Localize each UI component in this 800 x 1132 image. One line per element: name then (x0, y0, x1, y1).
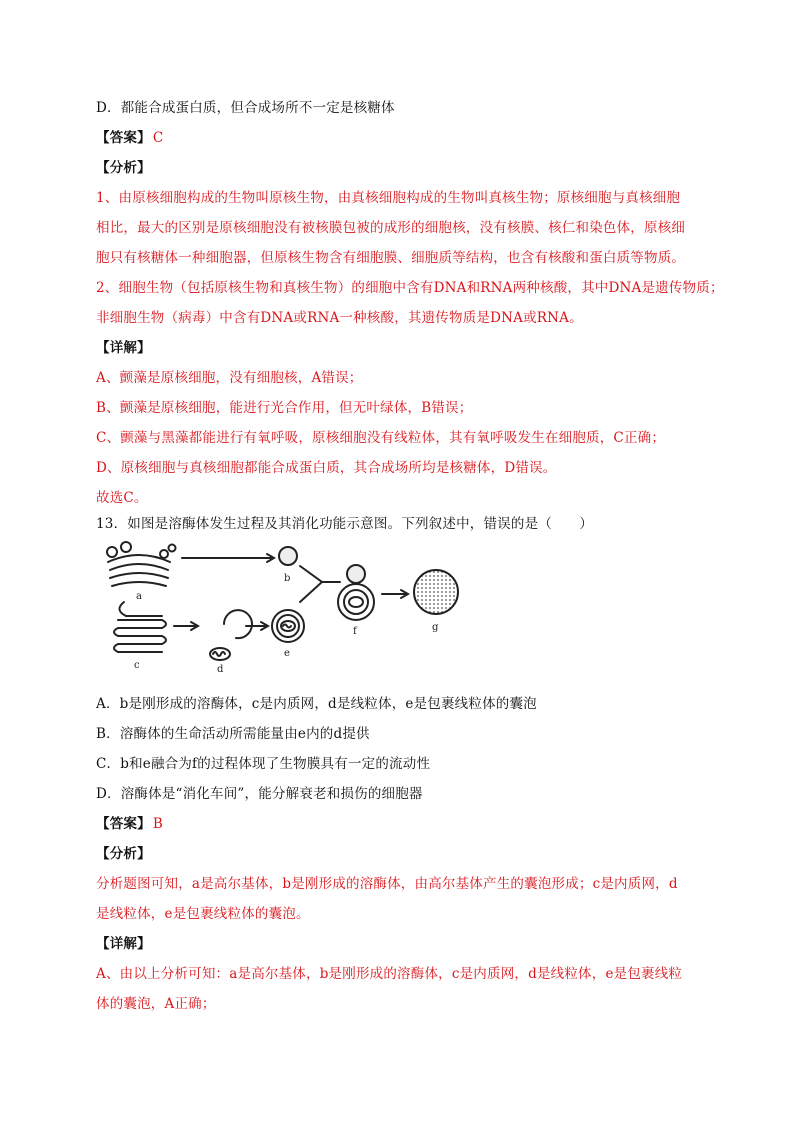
label-b: b (284, 573, 291, 584)
detail-line: C、颤藻与黑藻都能进行有氧呼吸，原核细胞没有线粒体，其有氧呼吸发生在细胞质，C正确； (96, 430, 666, 446)
answer-value: C (152, 130, 164, 146)
detail-line: A、由以上分析可知：a是高尔基体，b是刚形成的溶酶体，c是内质网，d是线粒体，e是包裹线粒 (96, 966, 683, 982)
option-b: B．溶酶体的生命活动所需能量由e内的d提供 (96, 726, 370, 742)
label-d: d (217, 664, 224, 673)
detail-line: B、颤藻是原核细胞，能进行光合作用，但无叶绿体，B错误； (96, 400, 473, 416)
endoplasmic-reticulum (114, 602, 166, 652)
analysis-line: 是线粒体，e是包裹线粒体的囊泡。 (96, 906, 310, 922)
question-13-stem: 13．如图是溶酶体发生过程及其消化功能示意图。下列叙述中，错误的是（ ） (96, 516, 594, 532)
label-a: a (136, 591, 142, 602)
label-f: f (353, 626, 357, 637)
analysis-line: 胞只有核糖体一种细胞器，但原核生物含有细胞膜、细胞质等结构，也含有核酸和蛋白质等物质。 (96, 250, 686, 266)
analysis-line: 相比，最大的区别是原核细胞没有被核膜包被的成形的细胞核，没有核膜、核仁和染色体，原核细 (96, 220, 686, 236)
lysosome-diagram (104, 538, 474, 673)
analysis-line: 2、细胞生物（包括原核生物和真核生物）的细胞中含有DNA和RNA两种核酸，其中DNA是遗传物质； (96, 280, 724, 296)
lysosome-b (279, 547, 297, 565)
conclusion-line: 故选C。 (96, 490, 148, 506)
analysis-heading: 【分析】 (96, 846, 151, 862)
analysis-line: 非细胞生物（病毒）中含有DNA或RNA一种核酸，其遗传物质是DNA或RNA。 (96, 310, 583, 326)
residual-body-g (414, 570, 458, 614)
detail-line: A、颤藻是原核细胞，没有细胞核，A错误； (96, 370, 363, 386)
lysosome-f-top (347, 565, 365, 583)
golgi-apparatus (107, 542, 176, 586)
option-d: D．溶酶体是“消化车间”，能分解衰老和损伤的细胞器 (96, 786, 423, 802)
answer-value: B (152, 816, 163, 832)
label-g: g (432, 622, 439, 633)
label-c: c (134, 660, 140, 671)
detail-heading: 【详解】 (96, 936, 151, 952)
converge-arrow (300, 566, 322, 602)
label-e: e (284, 648, 290, 659)
detail-line: 体的囊泡，A正确； (96, 996, 216, 1012)
answer-line: 【答案】 B (96, 816, 163, 832)
option-d-previous: D．都能合成蛋白质，但合成场所不一定是核糖体 (96, 100, 395, 116)
analysis-line: 分析题图可知，a是高尔基体，b是刚形成的溶酶体，由高尔基体产生的囊泡形成；c是内质网，d (96, 876, 678, 892)
answer-tag: 答案 (109, 130, 138, 146)
analysis-line: 1、由原核细胞构成的生物叫原核生物，由真核细胞构成的生物叫真核生物；原核细胞与真核细胞 (96, 190, 681, 206)
detail-heading: 【详解】 (96, 340, 151, 356)
isolation-membrane (224, 610, 252, 638)
analysis-heading: 【分析】 (96, 160, 151, 176)
option-c: C．b和e融合为f的过程体现了生物膜具有一定的流动性 (96, 756, 431, 772)
option-a: A．b是刚形成的溶酶体，c是内质网，d是线粒体，e是包裹线粒体的囊泡 (96, 696, 537, 712)
answer-tag: 答案 (109, 816, 138, 832)
answer-line: 【答案】 C (96, 130, 164, 146)
detail-line: D、原核细胞与真核细胞都能合成蛋白质，其合成场所均是核糖体，D错误。 (96, 460, 557, 476)
